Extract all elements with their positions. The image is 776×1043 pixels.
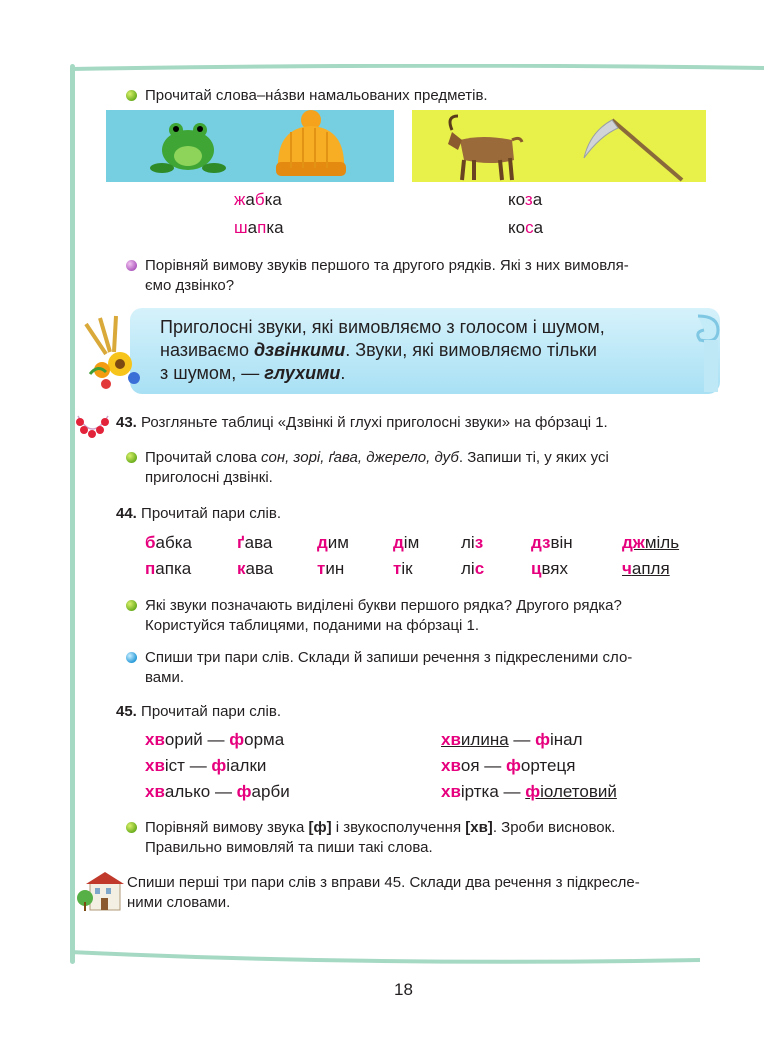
sunflower-bouquet-icon bbox=[76, 314, 146, 394]
ex44-word: ліс bbox=[461, 559, 485, 578]
frog-icon bbox=[150, 123, 226, 173]
scythe-icon bbox=[584, 120, 682, 180]
green-bullet-icon bbox=[126, 90, 137, 101]
green-bullet-icon bbox=[126, 452, 137, 463]
frame-bottom-line bbox=[70, 948, 700, 972]
ex45-q-line2: Правильно вимовляй та пиши такі слова. bbox=[145, 839, 433, 856]
word-shapka: шапка bbox=[234, 218, 284, 237]
compare-question-line1: Порівняй вимову звуків першого та другого рядків. Які з них вимовля- bbox=[145, 257, 629, 274]
frog-hat-illustration bbox=[106, 110, 394, 182]
ex43-task-line1: Прочитай слова сон, зорі, ґава, джерело, дуб. Запиши ті, у яких усі bbox=[145, 449, 609, 466]
ex44-word: бабка bbox=[145, 533, 192, 552]
ex44-word: тік bbox=[393, 559, 413, 578]
ex45-pair: хвіст — фіалки bbox=[145, 756, 267, 775]
ex44-word: кава bbox=[237, 559, 274, 578]
goat-scythe-illustration bbox=[412, 110, 706, 182]
beads-icon bbox=[72, 408, 114, 440]
pink-bullet-icon bbox=[126, 260, 137, 271]
ex45-pair: хворий — форма bbox=[145, 730, 285, 749]
ex44-word-underlined: джміль bbox=[622, 533, 680, 552]
ex44-q-line4: вами. bbox=[145, 669, 185, 686]
green-bullet-icon bbox=[126, 822, 137, 833]
ex44-q-line2: Користуйся таблицями, поданими на фóрзаці 1. bbox=[145, 617, 480, 634]
ex44-word: тин bbox=[317, 559, 345, 578]
frame-left-line bbox=[70, 64, 75, 964]
ex44-word-underlined: чапля bbox=[622, 559, 670, 578]
word-zhabka: жабка bbox=[234, 190, 282, 209]
ex43-task-line2: приголосні дзвінкі. bbox=[145, 469, 273, 486]
ex45-pair: хвіртка — фіолетовий bbox=[441, 782, 617, 801]
ex44-word: дім bbox=[393, 533, 420, 552]
ex44-word: цвях bbox=[531, 559, 568, 578]
homework-line2: ними словами. bbox=[127, 894, 231, 911]
ex44-q-line1: Які звуки позначають виділені букви першого рядка? Другого рядка? bbox=[145, 597, 622, 614]
picture-strip-right bbox=[412, 110, 706, 182]
ex44-title: 44. Прочитай пари слів. bbox=[116, 505, 282, 522]
word-kosa: коса bbox=[508, 218, 544, 237]
ex44-word: ґава bbox=[237, 533, 273, 552]
ex45-pair: хвилина — фінал bbox=[441, 730, 583, 749]
ex44-word: дзвін bbox=[531, 533, 573, 552]
ex43-line: 43. Розгляньте таблиці «Дзвінкі й глухі приголосні звуки» на фóрзаці 1. bbox=[116, 414, 608, 431]
compare-question-line2: ємо дзвінко? bbox=[145, 277, 235, 294]
frame-top-line bbox=[72, 64, 764, 72]
word-koza: коза bbox=[508, 190, 543, 209]
ex44-q-line3: Спиши три пари слів. Склади й запиши речення з підкресленими сло- bbox=[145, 649, 633, 666]
ex45-q-line1: Порівняй вимову звука [ф] і звукосполучення [хв]. Зроби висновок. bbox=[145, 819, 616, 836]
ex45-title: 45. Прочитай пари слів. bbox=[116, 703, 282, 720]
green-bullet-icon bbox=[126, 600, 137, 611]
ex45-pair: хвоя — фортеця bbox=[441, 756, 576, 775]
homework-line1: Спиши перші три пари слів з вправи 45. Склади два речення з підкресле- bbox=[127, 874, 640, 891]
blue-bullet-icon bbox=[126, 652, 137, 663]
house-icon bbox=[76, 870, 124, 912]
ex44-word: дим bbox=[317, 533, 349, 552]
scroll-curl-icon bbox=[688, 310, 722, 394]
ex44-word: ліз bbox=[461, 533, 484, 552]
intro-text: Прочитай слова–нáзви намальованих предметів. bbox=[145, 87, 488, 104]
picture-strip-left bbox=[106, 110, 394, 182]
ex45-pair: хвалько — фарби bbox=[145, 782, 290, 801]
page-number: 18 bbox=[394, 980, 413, 999]
rule-text: Приголосні звуки, які вимовляємо з голосом і шумом, називаємо дзвінкими. Звуки, які вимовляємо тільки з шумом, — глухими. bbox=[160, 317, 605, 383]
hat-icon bbox=[276, 110, 346, 176]
goat-icon bbox=[448, 116, 522, 180]
ex44-word: папка bbox=[145, 559, 192, 578]
